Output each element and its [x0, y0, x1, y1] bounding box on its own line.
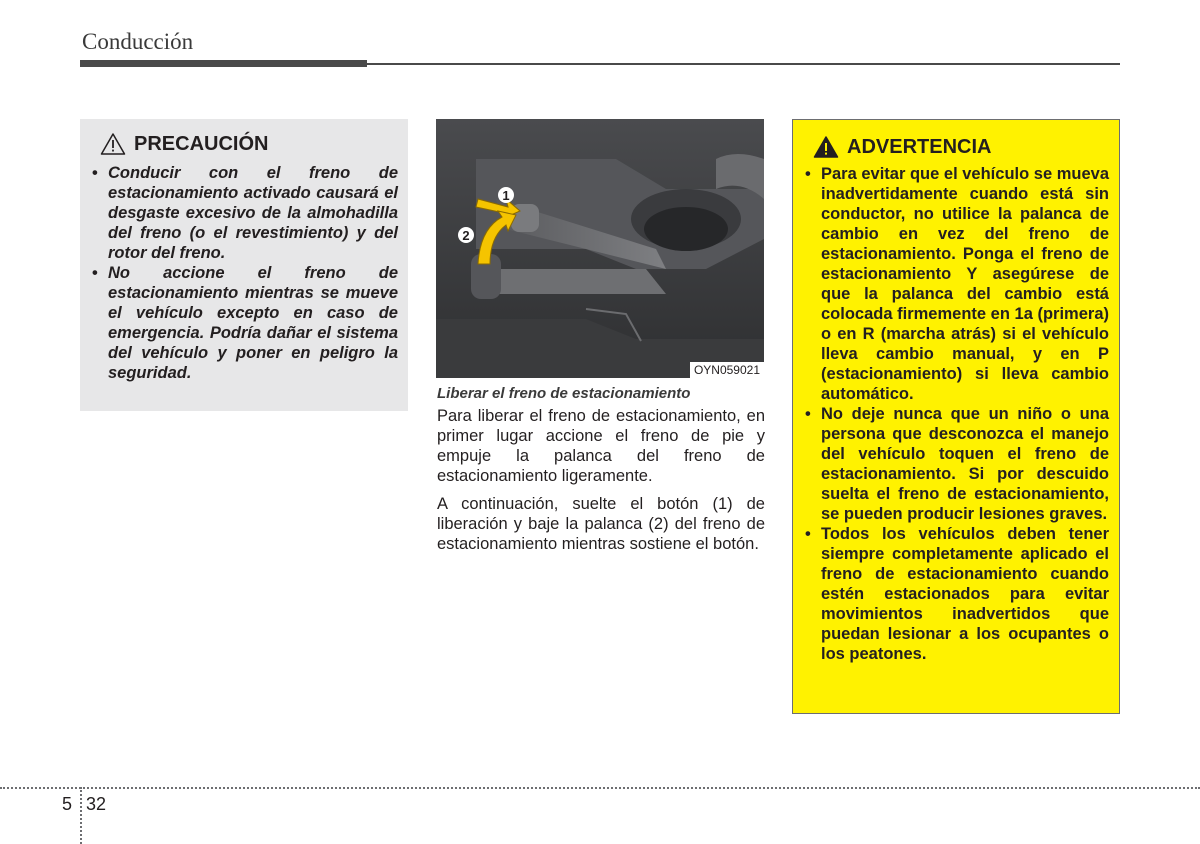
- body-paragraph: Para liberar el freno de estacionamiento, en primer lugar accione el freno de pie y empuje la palanca del freno de estacionamiento ligeramente.: [437, 407, 765, 485]
- warning-title: ADVERTENCIA: [847, 135, 992, 158]
- parking-brake-illustration: [436, 119, 764, 378]
- caution-header: [100, 131, 398, 157]
- warning-item: • Para evitar que el vehículo se mueva inadvertidamente cuando está sin conductor, no utilice la palanca de cambio en vez del freno de estacionamiento. Ponga el freno de estacionamiento Y asegúrese de que la palanca del cambio está colocada firmemente en 1a (primera) o en R (marcha atrás) si el vehículo lleva cambio manual, y en P (estacionamiento) si lleva cambio automático.: [803, 164, 1109, 404]
- caution-box: [80, 119, 408, 411]
- caution-item: • Conducir con el freno de estacionamiento activado causará el desgaste excesivo de la almohadilla del freno (o el revestimiento) y del rotor del freno.: [90, 163, 398, 263]
- caution-triangle-icon: [100, 132, 126, 156]
- warning-triangle-icon: [813, 135, 839, 159]
- chapter-number: 5: [62, 794, 73, 814]
- caution-item: • No accione el freno de estacionamiento mientras se mueve el vehículo excepto en caso de emergencia. Podría dañar el sistema del vehículo y poner en peligro la seguridad.: [90, 263, 398, 383]
- warning-box: [792, 119, 1120, 714]
- warning-item: • No deje nunca que un niño o una persona que desconozca el manejo del vehículo toquen el freno de estacionamiento. Si por descuido suelta el freno de estacionamiento, se pueden producir lesiones graves.: [803, 404, 1109, 524]
- caution-list: [90, 163, 398, 383]
- callout-1-label: 1: [502, 188, 510, 203]
- parking-brake-photo: [436, 119, 764, 378]
- footer-vertical-divider: [80, 787, 82, 844]
- footer-divider: [0, 787, 1200, 789]
- warning-list: [803, 164, 1109, 664]
- callout-2-label: 2: [462, 228, 470, 243]
- warning-item: • Todos los vehículos deben tener siempre completamente aplicado el freno de estacionamiento cuando estén estacionados para evitar movimientos inadvertidos que puedan lesionar a los ocupantes o los peatones.: [803, 524, 1109, 664]
- caution-title: PRECAUCIÓN: [134, 132, 269, 155]
- figure-code: OYN059021: [690, 362, 764, 378]
- header-rule-thin: [367, 63, 1120, 65]
- figure-caption: Liberar el freno de estacionamiento: [437, 385, 691, 402]
- page-header-title: Conducción: [82, 29, 194, 54]
- body-paragraph: A continuación, suelte el botón (1) de liberación y baje la palanca (2) del freno de estacionamiento mientras sostiene el botón.: [437, 495, 765, 553]
- page-number: 32: [86, 794, 107, 814]
- header-rule-thick: [80, 60, 367, 67]
- body-text: [437, 406, 765, 562]
- warning-header: [813, 134, 1109, 160]
